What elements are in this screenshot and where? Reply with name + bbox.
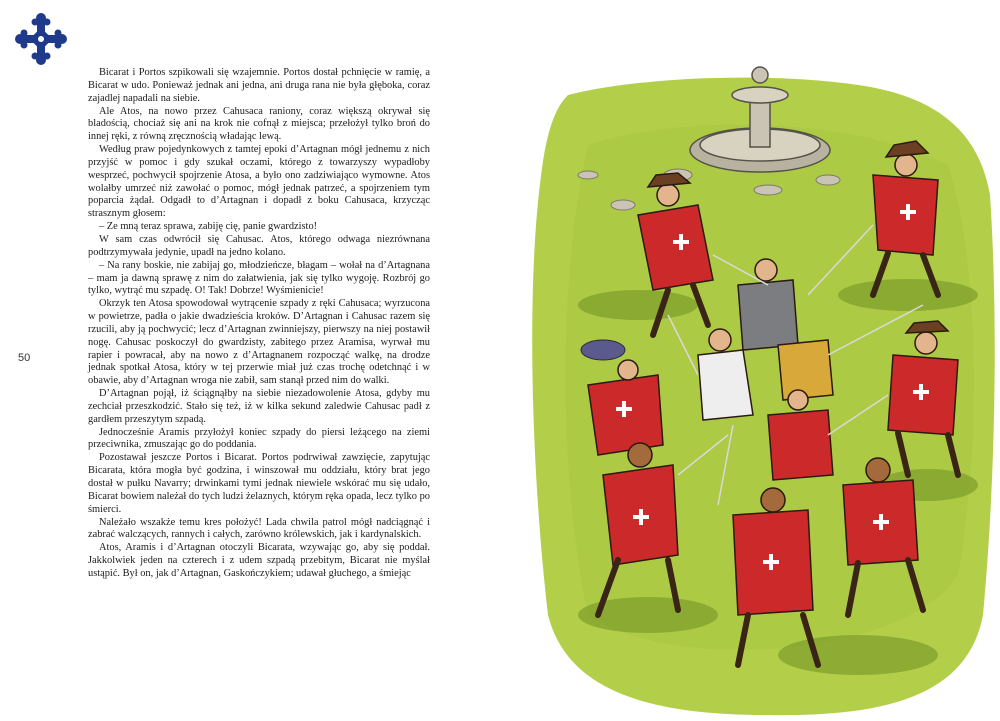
paragraph: Ale Atos, na nowo przez Cahusaca raniony, coraz większą okrywał się bladością, chociaż się ani na krok nie cofnął z miejsca; przełożył tylko broń do innej ręki, z równą zręcznością władając lewą.: [88, 105, 430, 143]
text-column: [88, 67, 430, 581]
paragraph: Atos, Aramis i d’Artagnan otoczyli Bicarata, wzywając go, aby się poddał. Jakkolwiek jeden na czterech i z udem szpadą przebitym, Bicarat nie myślał ustąpić. Był on, jak d’Artagnan, Gaskończykiem; udawał głuchego, a śmiejąc: [88, 542, 430, 579]
paragraph: Okrzyk ten Atosa spowodował wytrącenie szpady z ręki Cahusaca; wyrzucona w powietrze, padła o jakie dwadzieścia kroków. D’Artagnan i Cahusac razem się rzucili, aby ją pochwycić; lecz d’Artagnan zwinniejszy, pierwszy na niej postawił nogę. Cahusac poskoczył do gwardzisty, zabitego przez Aramisa, wyrwał mu rapier i powracał, aby na nowo z d’Artagnanem rozpocząć walkę, na drodze jednak spotkał Atosa, który w tej przerwie miał już czas trochę odetchnąć i w obawie, aby d’Artagnan wroga nie zabił, sam stanął przed nim do walki.: [88, 298, 430, 387]
paragraph: – Ze mną teraz sprawa, zabiję cię, panie gwardzisto!: [99, 221, 318, 233]
page-number: 50: [18, 352, 31, 364]
paragraph: Według praw pojedynkowych z tamtej epoki d’Artagnan mógł jednemu z nich przyjść w pomoc i gdy szukał oczami, którego z towarzyszy wypadłoby wesprzeć, pochwycił spojrzenie Atosa, a było ono zadziwiająco wymowne. Atos wolałby umrzeć niż zawołać o pomoc, mógł jednak patrzeć, a spojrzeniem tym poparcia żądał. Odgadł to d’Artagnan i dopadł z boku Cahusaca, krzycząc strasznym głosem:: [88, 144, 430, 220]
paragraph: – Na rany boskie, nie zabijaj go, młodzieńcze, błagam – wołał na d’Artagnana – mam ja dawną sprawę z nim do załatwienia, jak się tylko wygoję. Rozbrój go tylko, wytrąć mu szpadę. O! Tak! Dobrze! Wyśmienicie!: [88, 259, 430, 297]
paragraph: W sam czas odwrócił się Cahusac. Atos, którego odwaga niezrównana podtrzymywała jedynie, upadł na jedno kolano.: [88, 233, 430, 258]
hat: [581, 340, 625, 360]
cross-fleury-icon: [14, 12, 68, 66]
paragraph: Pozostawał jeszcze Portos i Bicarat. Portos podrwiwał zawzięcie, zapytując Bicarata, która mogła być godzina, i winszował mu oddziału, który brat jego dostał w pułku Navarry; drwinkami tymi jednak niewiele wskórać mu się udało, Bicarat bowiem należał do tych ludzi żelaznych, którym ręka opada, lecz tylko po śmierci.: [88, 452, 430, 515]
duel-illustration: [528, 55, 998, 719]
paragraph: Należało wszakże temu kres położyć! Lada chwila patrol mógł nadciągnąć i zabrać walczących, rannych i całych, zarówno królewskich, jak i kardynalskich.: [88, 516, 430, 541]
paragraph: D’Artagnan pojął, iż ściągnąłby na siebie niezadowolenie Atosa, gdyby mu zechciał przeszkodzić. Stało się też, iż w kilka sekund zaledwie Cahusac padł z gardłem przeszytym szpadą.: [88, 388, 430, 425]
paragraph: Jednocześnie Aramis przyłożył koniec szpady do piersi leżącego na ziemi przeciwnika, zmuszając go do poddania.: [88, 426, 430, 451]
paragraph: Bicarat i Portos szpikowali się wzajemnie. Portos dostał pchnięcie w ramię, a Bicarat w udo. Ponieważ jednak ani jedna, ani druga rana nie była głęboka, coraz zajadlej napadali na siebie.: [88, 67, 430, 104]
